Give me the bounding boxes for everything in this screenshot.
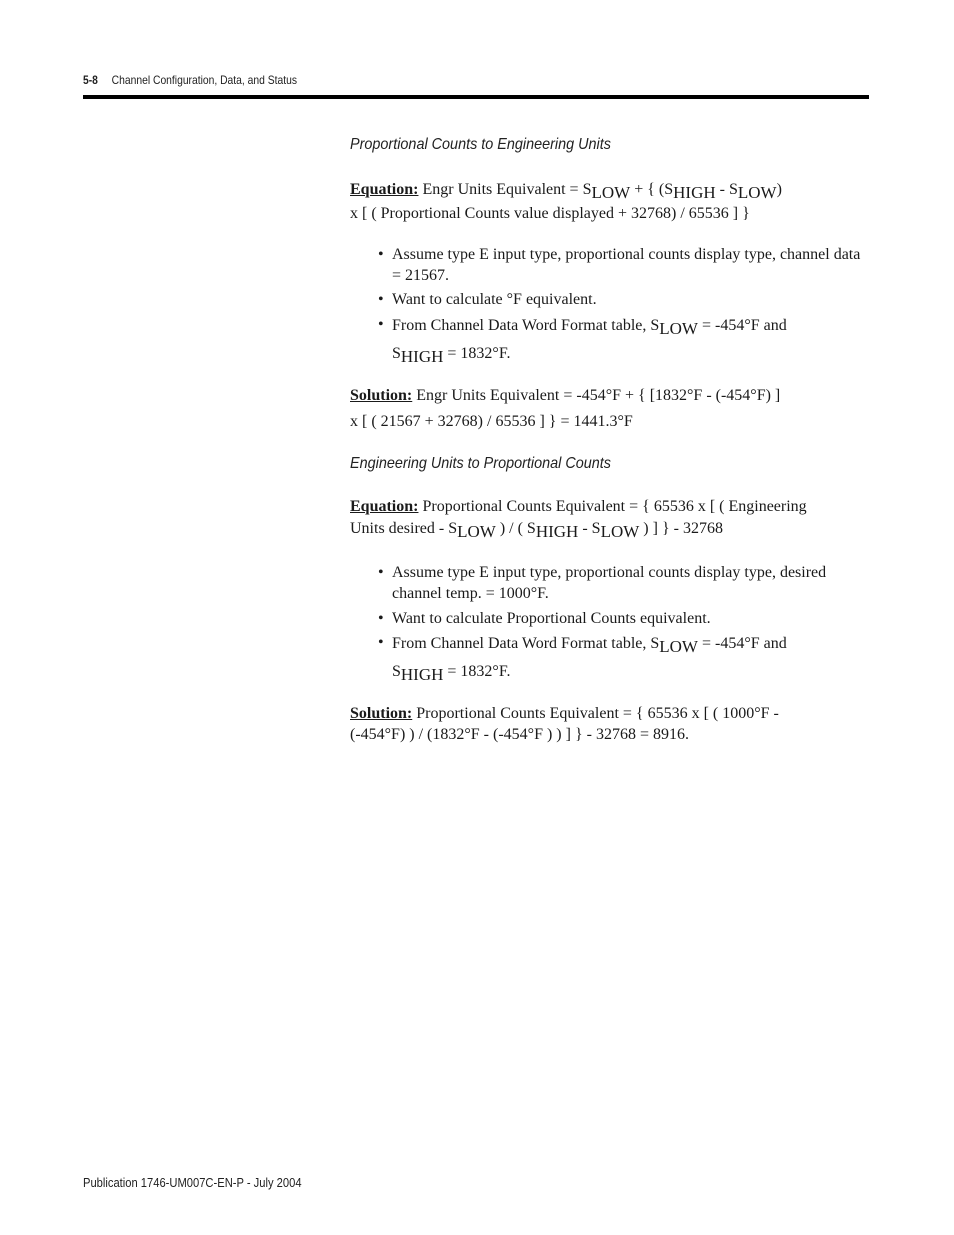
equation-label: Equation: bbox=[350, 498, 419, 515]
section-title-units-to-counts: Engineering Units to Proportional Counts bbox=[350, 455, 611, 472]
bullet-dot: • bbox=[378, 291, 384, 308]
solution-units-to-counts bbox=[350, 703, 870, 745]
equation-text: + { (S bbox=[630, 181, 674, 198]
equation-text: Engr Units Equivalent = S bbox=[418, 181, 592, 198]
bullet-text: = -454°F and bbox=[697, 635, 787, 652]
bullet-text: Assume type E input type, proportional counts display type, channel data = 21567. bbox=[392, 246, 861, 284]
bullet-dot: • bbox=[378, 610, 384, 627]
chapter-title: Channel Configuration, Data, and Status bbox=[111, 73, 297, 87]
subscript-low: LOW bbox=[659, 319, 698, 338]
solution-line-2: (-454°F) ) / (1832°F - (-454°F ) ) ] } - 32768 = 8916. bbox=[350, 726, 689, 743]
bullet-text: Want to calculate Proportional Counts equivalent. bbox=[392, 610, 711, 627]
equation-counts-to-units bbox=[350, 178, 870, 224]
bullet-text: From Channel Data Word Format table, S bbox=[392, 317, 660, 334]
subscript-low: LOW bbox=[659, 637, 698, 656]
bullet-text: From Channel Data Word Format table, S bbox=[392, 635, 660, 652]
subscript-high: HIGH bbox=[535, 522, 579, 541]
equation-text: - S bbox=[578, 520, 601, 537]
bullet-dot: • bbox=[378, 316, 384, 333]
bullet-text: = -454°F and bbox=[697, 317, 787, 334]
publication-footer: Publication 1746-UM007C-EN-P - July 2004 bbox=[83, 1175, 302, 1190]
bullet-item bbox=[378, 608, 862, 629]
subscript-low: LOW bbox=[737, 183, 777, 202]
bullet-text: S bbox=[392, 345, 401, 362]
bullet-text: Assume type E input type, proportional counts display type, desired channel temp. = 1000°F. bbox=[392, 564, 827, 602]
page-number: 5-8 bbox=[83, 73, 98, 87]
subscript-high: HIGH bbox=[673, 183, 716, 202]
bullet-text: S bbox=[392, 663, 401, 680]
equation-text: Units desired - S bbox=[350, 520, 458, 537]
equation-label: Equation: bbox=[350, 181, 419, 198]
solution-label: Solution: bbox=[350, 705, 413, 722]
bullet-item bbox=[378, 632, 862, 682]
subscript-low: LOW bbox=[600, 522, 640, 541]
solution-text: Proportional Counts Equivalent = { 65536 x [ ( 1000°F - bbox=[412, 705, 779, 722]
bullet-dot: • bbox=[378, 564, 384, 581]
bullet-item bbox=[378, 314, 862, 364]
subscript-high: HIGH bbox=[400, 347, 444, 366]
bullet-item bbox=[378, 562, 862, 604]
solution-line-2: x [ ( 21567 + 32768) / 65536 ] } = 1441.3°F bbox=[350, 413, 633, 430]
bullet-item bbox=[378, 244, 862, 286]
solution-label: Solution: bbox=[350, 387, 413, 404]
subscript-low: LOW bbox=[591, 183, 631, 202]
bullet-dot: • bbox=[378, 246, 384, 263]
equation-text: ) bbox=[776, 181, 782, 198]
equation-text: - S bbox=[715, 181, 738, 198]
subscript-high: HIGH bbox=[400, 665, 444, 684]
bullet-item bbox=[378, 289, 862, 310]
section-title-counts-to-units: Proportional Counts to Engineering Units bbox=[350, 136, 611, 153]
bullet-text: = 1832°F. bbox=[443, 345, 511, 362]
solution-counts-to-units bbox=[350, 385, 870, 432]
bullet-text: = 1832°F. bbox=[443, 663, 511, 680]
bullet-text: Want to calculate °F equivalent. bbox=[392, 291, 597, 308]
running-header bbox=[83, 73, 297, 87]
equation-text: ) ] } - 32768 bbox=[639, 520, 723, 537]
equation-text: ) / ( S bbox=[495, 520, 536, 537]
equation-text: Proportional Counts Equivalent = { 65536 x [ ( Engineering bbox=[418, 498, 807, 515]
bullet-dot: • bbox=[378, 634, 384, 651]
subscript-low: LOW bbox=[457, 522, 496, 541]
header-rule bbox=[83, 95, 869, 99]
equation-units-to-counts bbox=[350, 496, 870, 539]
solution-text: Engr Units Equivalent = -454°F + { [1832°F - (-454°F) ] bbox=[412, 387, 781, 404]
equation-line-2: x [ ( Proportional Counts value displayed + 32768) / 65536 ] } bbox=[350, 205, 750, 222]
